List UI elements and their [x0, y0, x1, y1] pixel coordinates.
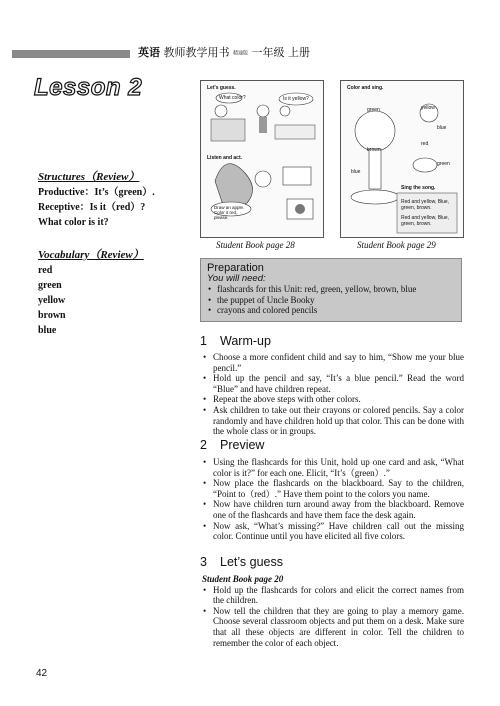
book29-label: Red and yellow, Blue, green, brown. — [401, 215, 450, 227]
vocab-item: blue — [38, 325, 57, 336]
preparation-title: Preparation — [207, 262, 264, 274]
list-item: • Choose a more confident child and say to him, “Show me your blue pencil.” — [202, 352, 464, 373]
list-item: • Using the flashcards for this Unit, hold up one card and ask, “What color is it?” for each one. Elicit, “It’s（green）.” — [202, 457, 464, 478]
list-item: • Now tell the children that they are going to play a memory game. Choose several classroom objects and put them on a desk. Make sure that all these objects are different in color. Tell the children to remember the color of each object. — [202, 606, 464, 648]
section-book-ref: Student Book page 20 — [202, 574, 284, 584]
vocab-item: brown — [38, 310, 66, 321]
book29-caption: Student Book page 29 — [357, 240, 436, 250]
structures-receptive: Receptive：Is it（red）? — [38, 202, 146, 213]
book28-label: Listen and act. — [207, 155, 243, 161]
book28-caption: Student Book page 28 — [216, 240, 295, 250]
header-subject: 英语 — [138, 46, 160, 59]
preparation-item: • the puppet of Uncle Booky — [207, 295, 455, 306]
list-item: • Hold up the pencil and say, “It’s a blue pencil.” Read the word “Blue” and have children repeat. — [202, 373, 464, 394]
student-book-page-29 — [340, 80, 464, 238]
book29-label: brown — [367, 147, 381, 153]
list-item: • Hold up the flashcards for colors and elicit the correct names from the children. — [202, 585, 464, 606]
preparation-item: • flashcards for this Unit: red, green, yellow, brown, blue — [207, 284, 455, 295]
preparation-item: • crayons and colored pencils — [207, 305, 455, 316]
header-bar — [12, 50, 130, 58]
section-heading-warm-up — [200, 334, 271, 348]
section-title: Warm-up — [220, 334, 271, 348]
section-heading-preview — [200, 438, 264, 452]
lesson-title: Lesson 2 — [34, 74, 143, 101]
warm-up-list — [202, 352, 464, 437]
left-column — [38, 170, 188, 338]
book-page-29-illustration — [341, 81, 463, 237]
student-book-page-28 — [200, 80, 324, 238]
book29-label: Sing the song. — [401, 185, 436, 191]
section-heading-lets-guess — [200, 555, 283, 569]
book28-label: What color? — [219, 95, 246, 101]
section-number: 3 — [200, 555, 207, 569]
structures-productive: Productive：It’s（green）. — [38, 187, 155, 198]
structures-question: What color is it? — [38, 217, 109, 228]
book28-label: Is it yellow? — [283, 96, 309, 102]
vocabulary — [38, 248, 188, 338]
header-grade: 一年级 上册 — [251, 46, 311, 59]
preparation-box — [200, 258, 462, 322]
book28-label: Let's guess. — [207, 85, 236, 91]
book29-label: blue — [437, 125, 447, 131]
vocab-item: red — [38, 265, 53, 276]
book28-label: Draw an apple. Color it red, please. — [214, 205, 245, 220]
book29-label: Red and yellow, Blue, green, brown. — [401, 199, 450, 211]
section-title: Preview — [220, 438, 265, 452]
list-item: • Ask children to take out their crayons or colored pencils. Say a color randomly and have children hold up that color. This can be done with the whole class or in groups. — [202, 405, 464, 437]
preparation-subtitle: You will need: — [207, 272, 266, 284]
preview-list — [202, 457, 464, 542]
running-header — [138, 44, 310, 60]
list-item: • Repeat the above steps with other colors. — [202, 394, 464, 405]
vocabulary-title: Vocabulary（Review） — [38, 249, 144, 261]
list-item: • Now have children turn around away from the blackboard. Remove one of the flashcards and have them face the desk again. — [202, 499, 464, 520]
vocab-item: green — [38, 280, 62, 291]
list-item: • Now place the flashcards on the blackboard. Say to the children, “Point to（red）.” Have them point to the colors you name. — [202, 478, 464, 499]
header-title: 教师教学用书 — [163, 46, 230, 59]
page-number: 42 — [36, 668, 48, 679]
section-number: 1 — [200, 334, 207, 348]
section-title: Let’s guess — [220, 555, 284, 569]
lets-guess-list — [202, 574, 464, 648]
book29-label: green — [367, 107, 380, 113]
book29-label: green — [437, 161, 450, 167]
header-mark: 精通版 — [233, 50, 249, 57]
list-item: • Now ask, “What’s missing?” Have children call out the missing color. Continue until you have elicited all five colors. — [202, 521, 464, 542]
book29-label: blue — [351, 169, 361, 175]
book29-label: Color and sing. — [347, 85, 384, 91]
vocab-item: yellow — [38, 295, 66, 306]
book29-label: yellow — [421, 105, 435, 111]
structures-title: Structures（Review） — [38, 171, 140, 183]
section-number: 2 — [200, 438, 207, 452]
book29-label: red — [421, 141, 429, 147]
